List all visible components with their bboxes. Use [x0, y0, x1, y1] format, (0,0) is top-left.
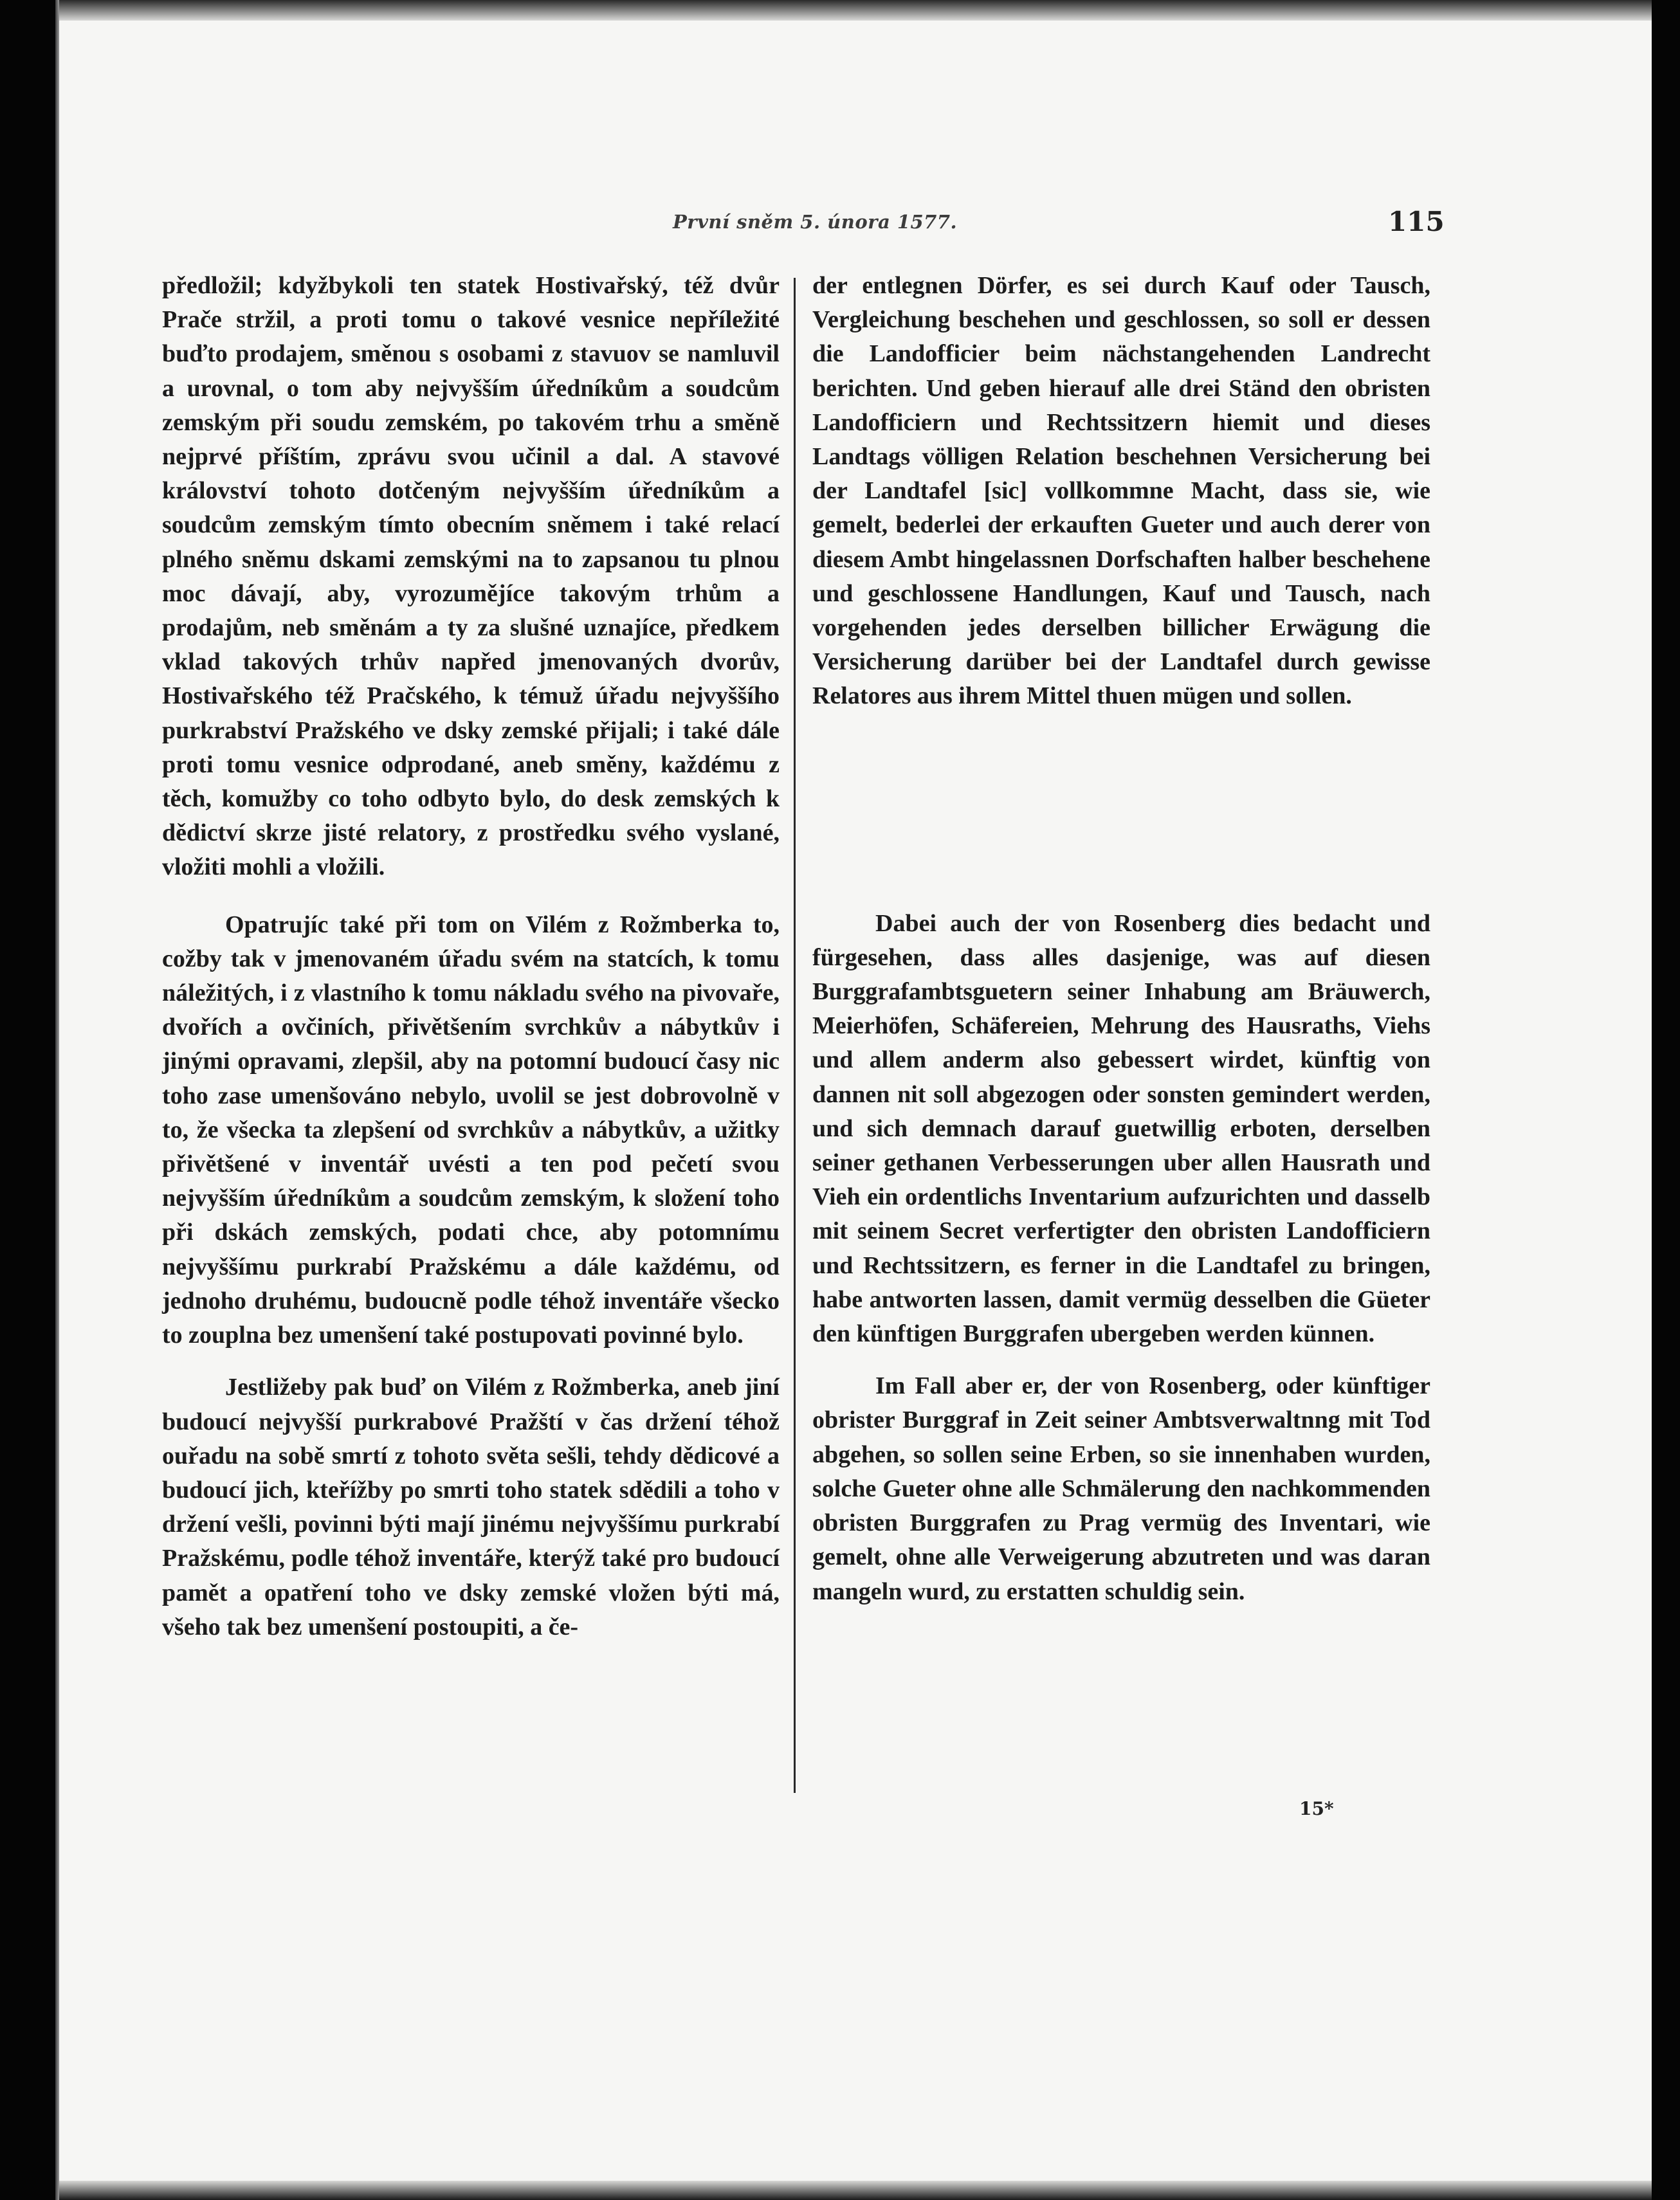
- running-title: První sněm 5. února 1577.: [673, 211, 958, 233]
- czech-paragraph-2: Opatrujíc také při tom on Vilém z Rožmberka to, cožby tak v jmenovaném úřadu svém na statcích, k tomu náležitých, i z vlastního k tomu nákladu svého na pivovaře, dvořích a ovčiních, přivětšením svrchkův a nábytkův i jinými opravami, zlepšil, aby na potomní budoucí časy nic toho zase umenšováno nebylo, uvolil se jest dobrovolně v to, že všecka ta zlepšení od svrchkův a nábytkův, a užitky přivětšené v inventář uvésti a ten pod pečetí svou nejvyšším úředníkům a soudcům zemským, k složení toho při dskách zemských, podati chce, aby potomnímu nejvyššímu purkrabí Pražskému a dále každému, od jednoho druhému, budoucně podle téhož inventáře všecko to zouplna bez umenšení také postupovati povinné bylo.: [162, 911, 780, 1349]
- german-paragraph-2: Dabei auch der von Rosenberg dies bedacht und fürgesehen, dass alles dasjenige, was auf diesen Burggrafambtsguetern seiner Inhabung am Bräuwerch, Meierhöfen, Schäfereien, Mehrung des Hausraths, Viehs und allem anderm also gebessert wirdet, künftig von dannen nit soll abgezogen oder sonsten gemindert werden, und sich demnach darauf guetwillig erboten, derselben seiner gethanen Verbesserungen uber allen Hausrath und Vieh ein ordentlichs Inventarium aufzurichten und dasselb mit seinem Secret verfertigter den obristen Landofficiern und Rechtssitzern, es ferner in die Landtafel zu bringen, habe antworten lassen, damit vermüg desselben die Güeter den künftigen Burggrafen ubergeben werden künnen.: [812, 909, 1430, 1348]
- column-divider: [794, 278, 796, 1793]
- scan-left-border: [0, 0, 59, 2200]
- right-column-german: [812, 269, 1430, 1609]
- signature-mark: 15*: [1299, 1798, 1334, 1819]
- scan-bottom-shadow: [59, 2181, 1652, 2200]
- page-number: 115: [1388, 206, 1445, 237]
- czech-paragraph-1: předložil; kdyžbykoli ten statek Hostivařský, též dvůr Prače stržil, a proti tomu o takové vesnice nepříležité buďto prodajem, směnou s osobami z stavuov se namluvil a urovnal, o tom aby nejvyšším úředníkům a soudcům zemským při soudu zemském, po takovém trhu a směně nejprvé příštím, zprávu svou učinil a dal. A stavové království tohoto dotčeným nejvyšším úředníkům a soudcům zemským tímto obecním sněmem i také relací plného sněmu dskami zemskými na to zapsanou tu plnou moc dávají, aby, vyrozumějíce takovým trhům a prodajům, neb směnám a ty za slušné uznajíce, předkem vklad takových trhův napřed jmenovaných dvorův, Hostivařského též Pračského, k témuž úřadu nejvyššího purkrabství Pražského ve dsky zemské přijali; i také dále proti tomu vesnice odprodané, aneb směny, každému z těch, komužby co toho odbyto bylo, do desk zemských k dědictví skrze jisté relatory, z prostředku svého vyslané, vložiti mohli a vložili.: [162, 272, 780, 881]
- czech-paragraph-3: Jestližeby pak buď on Vilém z Rožmberka, aneb jiní budoucí nejvyšší purkrabové Pražští v čas držení téhož ouřadu na sobě smrtí z tohoto světa sešli, tehdy dědicové a budoucí jich, kteřížby po smrti toho statek sdědili a toho v držení vešli, povinni býti mají jinému nejvyššímu purkrabí Pražskému, podle téhož inventáře, kterýž také pro budoucí pamět a opatření toho ve dsky zemské vložen býti má, všeho tak bez umenšení postoupiti, a če-: [162, 1374, 780, 1641]
- scan-top-shadow: [59, 0, 1652, 21]
- german-paragraph-1: der entlegnen Dörfer, es sei durch Kauf oder Tausch, Vergleichung beschehen und geschlossen, so soll er dessen die Landofficier beim nächstangehenden Landrecht berichten. Und geben hierauf alle drei Ständ den obristen Landofficiern und Rechtssitzern hiemit und dieses Landtags völligen Relation beschehnen Versicherung bei der Landtafel [sic] vollkommne Macht, dass sie, wie gemelt, bederlei der erkauften Gueter und auch derer von diesem Ambt hingelassnen Dorfschaften halber beschehene und geschlossene Handlungen, Kauf und Tausch, nach vorgehenden jedes derselben billicher Erwägung die Versicherung darüber bei der Landtafel durch gewisse Relatores aus ihrem Mittel thuen mügen und sollen.: [812, 272, 1430, 710]
- german-paragraph-3: Im Fall aber er, der von Rosenberg, oder künftiger obrister Burggraf in Zeit seiner Ambtsverwaltnng mit Tod abgehen, so sollen seine Erben, so sie innenhaben wurden, solche Gueter ohne alle Schmälerung den nachkommenden obristen Burggrafen zu Prag vermüg des Inventari, wie gemelt, ohne alle Verweigerung abzutreten und was daran mangeln wurd, zu erstatten schuldig sein.: [812, 1372, 1430, 1605]
- scan-right-border: [1652, 0, 1680, 2200]
- left-column-czech: [162, 269, 780, 1644]
